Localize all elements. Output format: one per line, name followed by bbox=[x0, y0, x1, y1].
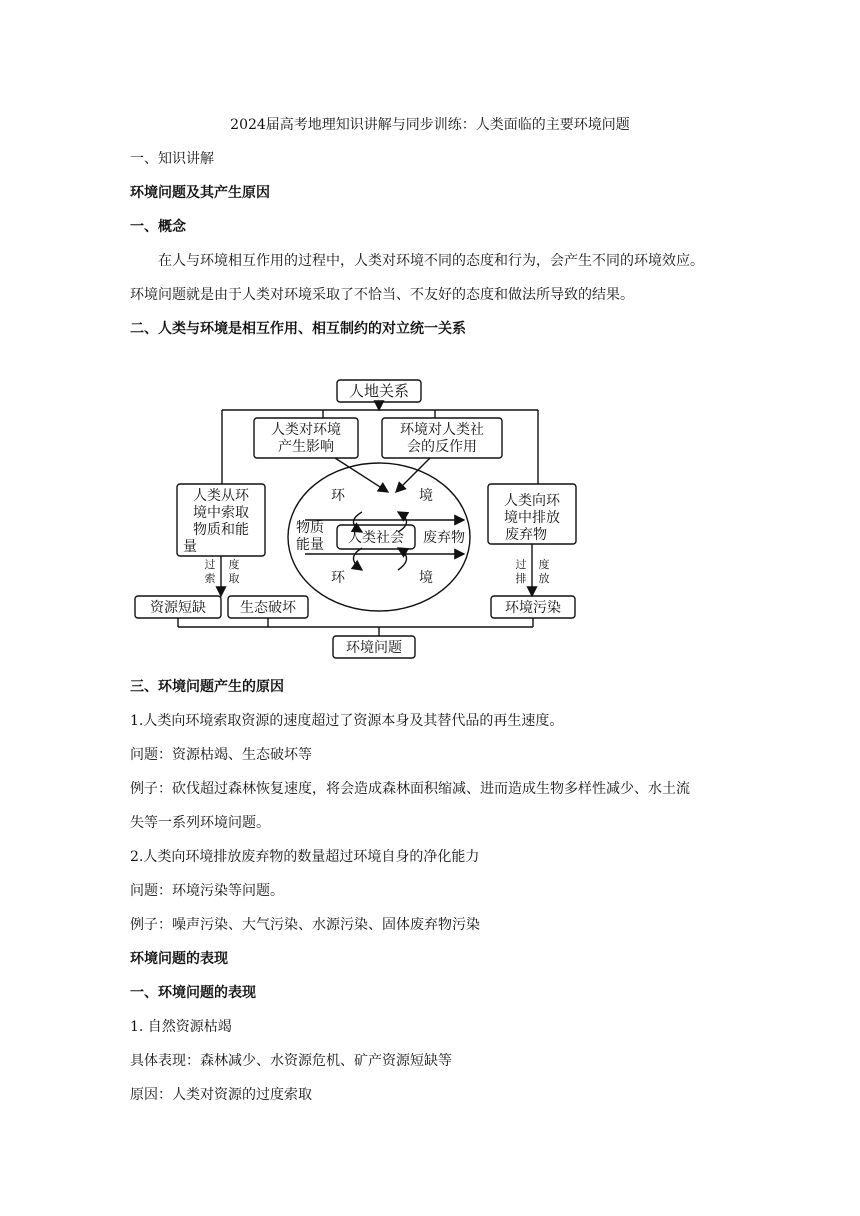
document-title: 2024届高考地理知识讲解与同步训练：人类面临的主要环境问题 bbox=[230, 117, 630, 133]
reason-1-example-1: 例子：砍伐超过森林恢复速度，将会造成森林面积缩减、进而造成生物多样性减少、水土流 bbox=[130, 781, 690, 797]
label-energy: 能量 bbox=[296, 537, 324, 553]
paragraph-concept-1: 在人与环境相互作用的过程中，人类对环境不同的态度和行为，会产生不同的环境效应。 bbox=[158, 253, 704, 269]
show-item-1-detail: 具体表现：森林减少、水资源危机、矿产资源短缺等 bbox=[130, 1053, 452, 1069]
label-degree-3: 度 bbox=[538, 558, 550, 571]
label-over-3: 过 bbox=[515, 558, 527, 571]
label-over-4: 排 bbox=[515, 572, 527, 585]
reason-2: 2.人类向环境排放废弃物的数量超过环境自身的净化能力 bbox=[130, 849, 480, 865]
show-item-1: 1. 自然资源枯竭 bbox=[130, 1019, 232, 1035]
reason-1-problem: 问题：资源枯竭、生态破坏等 bbox=[130, 747, 312, 763]
label-right-2: 境中排放 bbox=[504, 510, 560, 526]
label-bottom: 环境问题 bbox=[346, 640, 402, 656]
label-left-top-2: 产生影响 bbox=[278, 439, 334, 455]
paragraph-concept-2: 环境问题就是由于人类对环境采取了不恰当、不友好的态度和做法所导致的结果。 bbox=[130, 287, 634, 303]
label-right-top-2: 会的反作用 bbox=[407, 439, 477, 455]
label-top: 人地关系 bbox=[348, 382, 410, 400]
label-left-4: 量 bbox=[183, 539, 197, 555]
reason-1-example-2: 失等一系列环境问题。 bbox=[130, 815, 270, 831]
label-left-top-1: 人类对环境 bbox=[271, 422, 341, 438]
human-environment-diagram bbox=[130, 372, 580, 662]
label-degree-4: 放 bbox=[538, 572, 550, 585]
label-env-lower-right: 境 bbox=[419, 570, 433, 586]
heading-cause: 环境问题及其产生原因 bbox=[130, 185, 270, 201]
label-over-1: 过 bbox=[204, 558, 216, 571]
label-left-1: 人类从环 bbox=[193, 488, 249, 504]
label-env-upper-left: 环 bbox=[331, 488, 345, 504]
label-left-2: 境中索取 bbox=[193, 505, 249, 521]
label-right-top-1: 环境对人类社 bbox=[400, 422, 484, 438]
heading-reason: 三、环境问题产生的原因 bbox=[130, 679, 284, 695]
heading-show: 环境问题的表现 bbox=[130, 951, 228, 967]
section-part1: 一、知识讲解 bbox=[130, 151, 214, 167]
label-degree-2: 取 bbox=[228, 572, 240, 585]
reason-2-example: 例子：噪声污染、大气污染、水源污染、固体废弃物污染 bbox=[130, 917, 480, 933]
label-matter: 物质 bbox=[296, 520, 324, 536]
label-right-1: 人类向环 bbox=[504, 493, 560, 509]
heading-show-1: 一、环境问题的表现 bbox=[130, 985, 256, 1001]
label-pollution: 环境污染 bbox=[505, 600, 561, 616]
label-left-3: 物质和能 bbox=[193, 522, 249, 538]
label-over-2: 索 bbox=[204, 572, 216, 585]
reason-2-problem: 问题：环境污染等问题。 bbox=[130, 883, 284, 899]
heading-relation: 二、人类与环境是相互作用、相互制约的对立统一关系 bbox=[130, 321, 466, 337]
heading-concept: 一、概念 bbox=[130, 219, 186, 235]
show-item-1-reason: 原因：人类对资源的过度索取 bbox=[130, 1087, 312, 1103]
label-degree-1: 度 bbox=[228, 558, 240, 571]
label-right-3: 废弃物 bbox=[505, 527, 547, 543]
label-center: 人类社会 bbox=[348, 530, 404, 546]
label-resource: 资源短缺 bbox=[150, 600, 206, 616]
label-env-lower-left: 环 bbox=[331, 570, 345, 586]
reason-1: 1.人类向环境索取资源的速度超过了资源本身及其替代品的再生速度。 bbox=[130, 713, 564, 729]
label-waste: 废弃物 bbox=[423, 530, 465, 546]
label-eco: 生态破坏 bbox=[240, 600, 296, 616]
label-env-upper-right: 境 bbox=[419, 488, 433, 504]
